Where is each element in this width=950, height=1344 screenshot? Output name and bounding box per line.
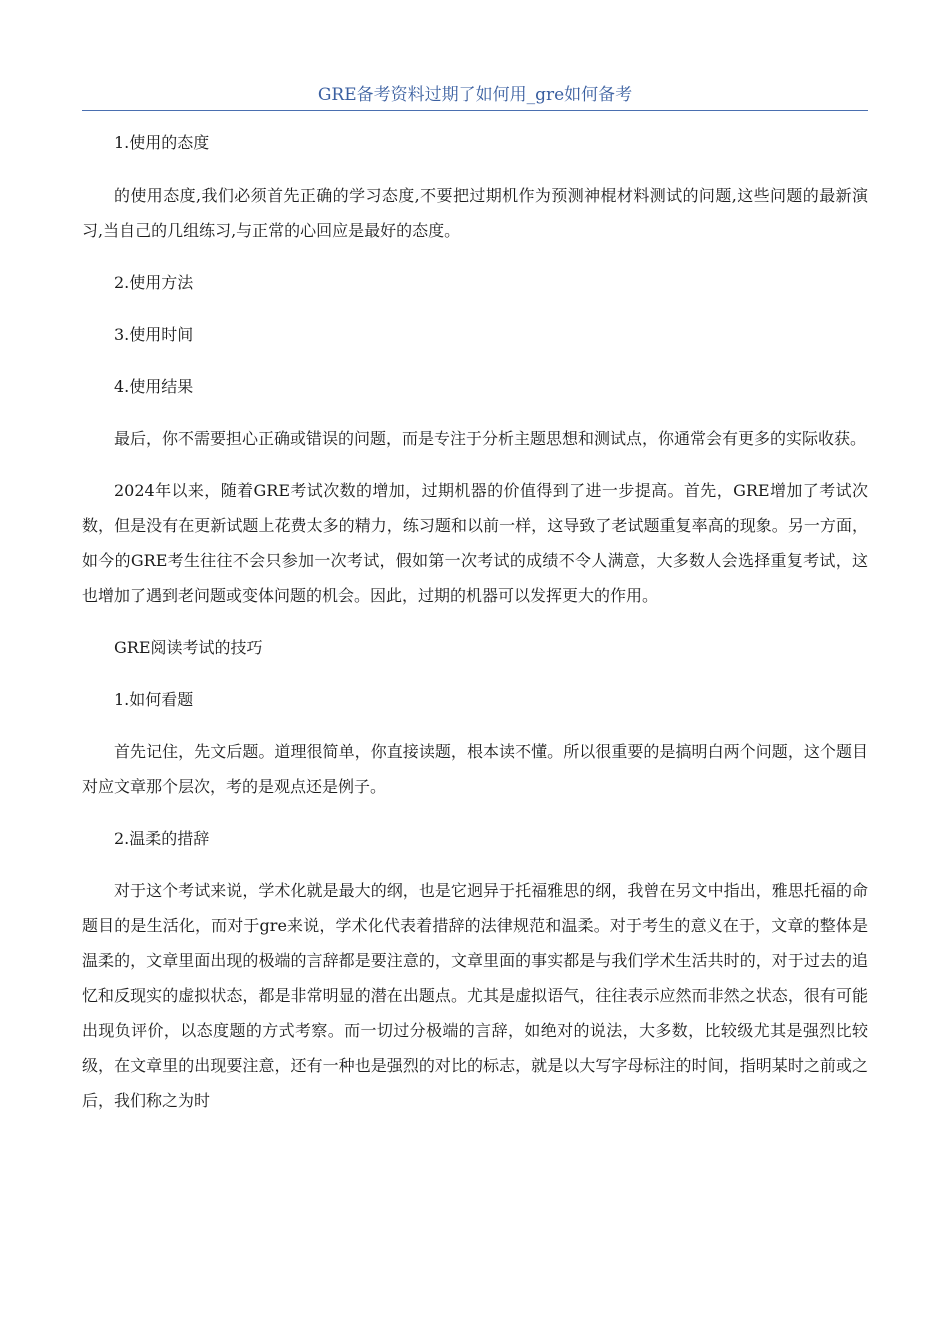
heading-gentle-wording: 2.温柔的措辞 [114, 829, 210, 848]
paragraph-result: 最后，你不需要担心正确或错误的问题，而是专注于分析主题思想和测试点，你通常会有更多的实际收获。 [114, 429, 867, 448]
heading-reading-tips: GRE阅读考试的技巧 [114, 638, 263, 657]
heading-result: 4.使用结果 [114, 377, 194, 396]
paragraph-attitude: 的使用态度,我们必须首先正确的学习态度,不要把过期机作为预测神棍材料测试的问题,这些问题的最新演习,当自己的几组练习,与正常的心回应是最好的态度。 [82, 186, 868, 240]
paragraph-2024: 2024年以来，随着GRE考试次数的增加，过期机器的价值得到了进一步提高。首先，GRE增加了考试次数，但是没有在更新试题上花费太多的精力，练习题和以前一样，这导致了老试题重复率高的现象。另一方面，如今的GRE考生往往不会只参加一次考试，假如第一次考试的成绩不令人满意，大多数人会选择重复考试，这也增加了遇到老问题或变体问题的机会。因此，过期的机器可以发挥更大的作用。 [82, 481, 868, 605]
heading-time: 3.使用时间 [114, 325, 194, 344]
page-title: GRE备考资料过期了如何用_gre如何备考 [82, 84, 868, 111]
heading-how-to-read: 1.如何看题 [114, 690, 194, 709]
heading-attitude: 1.使用的态度 [114, 133, 210, 152]
heading-method: 2.使用方法 [114, 273, 194, 292]
document-body [82, 125, 868, 1118]
paragraph-gentle-wording: 对于这个考试来说，学术化就是最大的纲，也是它迥异于托福雅思的纲，我曾在另文中指出，雅思托福的命题目的是生活化，而对于gre来说，学术化代表着措辞的法律规范和温柔。对于考生的意义在于，文章的整体是温柔的，文章里面出现的极端的言辞都是要注意的，文章里面的事实都是与我们学术生活共时的，对于过去的追忆和反现实的虚拟状态，都是非常明显的潜在出题点。尤其是虚拟语气，往往表示应然而非然之状态，很有可能出现负评价，以态度题的方式考察。而一切过分极端的言辞，如绝对的说法，大多数，比较级尤其是强烈比较级，在文章里的出现要注意，还有一种也是强烈的对比的标志，就是以大写字母标注的时间，指明某时之前或之后，我们称之为时 [82, 881, 868, 1110]
paragraph-how-to-read: 首先记住，先文后题。道理很简单，你直接读题，根本读不懂。所以很重要的是搞明白两个问题，这个题目对应文章那个层次，考的是观点还是例子。 [82, 742, 868, 796]
